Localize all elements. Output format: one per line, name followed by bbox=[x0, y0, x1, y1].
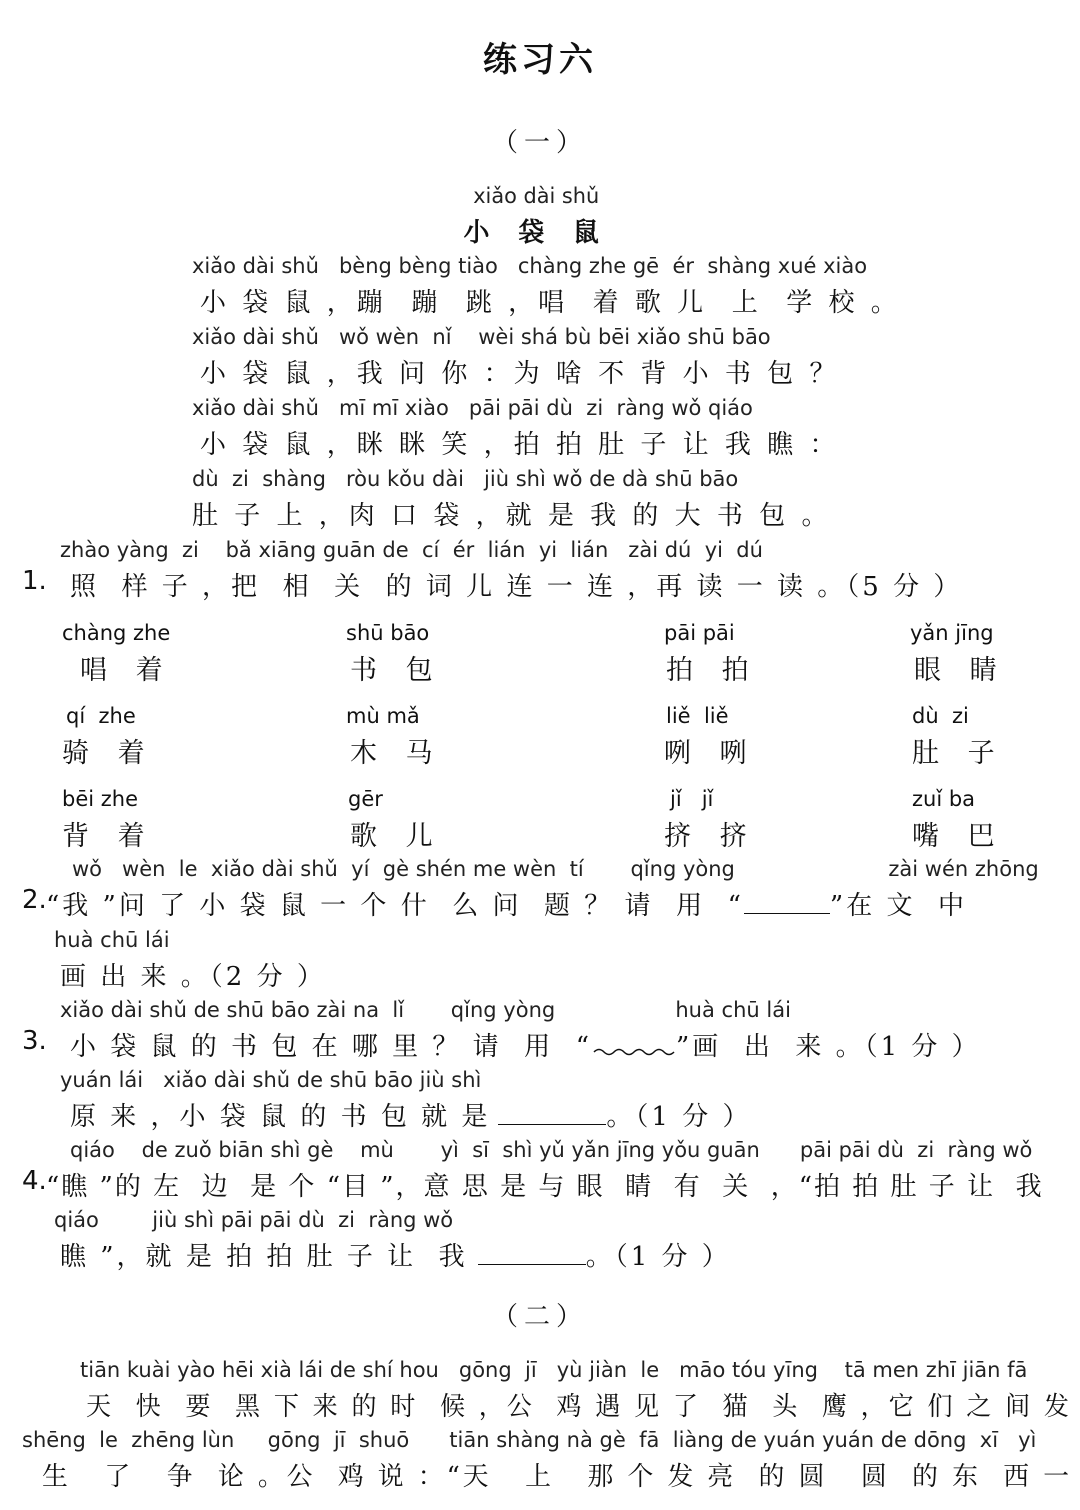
word-pinyin: gēr bbox=[348, 787, 383, 811]
q4-text-2-part1: 瞧 ”，就 是 拍 拍 肚 子 让 我 bbox=[60, 1242, 468, 1272]
poem-line-1: 小 袋 鼠 ，蹦 蹦 跳 ，唱 着 歌 儿 上 学 校 。 bbox=[200, 288, 901, 318]
story-line-2-pinyin: shēng le zhēng lùn gōng jī shuō tiān shàng nà gè fā liàng de yuán yuán de dōng xī yì bbox=[22, 1428, 1037, 1452]
q2-pinyin-2: huà chū lái bbox=[54, 928, 170, 952]
poem-line-2-pinyin: xiǎo dài shǔ wǒ wèn nǐ wèi shá bù bēi xiǎo shū bāo bbox=[192, 325, 771, 349]
q2-text-part1: “我 ”问 了 小 袋 鼠 一 个 什 么 问 题 ？ 请 用 “ bbox=[46, 891, 744, 921]
word-pinyin: zuǐ ba bbox=[912, 787, 976, 811]
q3-text-2 bbox=[70, 1096, 751, 1133]
poem-line-2: 小 袋 鼠 ，我 问 你 ：为 啥 不 背 小 书 包 ？ bbox=[200, 359, 840, 389]
poem-title: 小 袋 鼠 bbox=[463, 218, 609, 248]
word-pinyin: mù mǎ bbox=[346, 704, 420, 728]
word-pinyin: pāi pāi bbox=[664, 621, 735, 645]
q2-pinyin: wǒ wèn le xiǎo dài shǔ yí gè shén me wèn tí qǐng yòng zài wén zhōng bbox=[72, 857, 1039, 881]
q3-text-2-part1: 原 来 ，小 袋 鼠 的 书 包 就 是 bbox=[70, 1102, 491, 1132]
q4-pinyin-2: qiáo jiù shì pāi pāi dù zi ràng wǒ bbox=[54, 1208, 454, 1232]
q3-text-2-part2: 。（1 分 ） bbox=[606, 1102, 752, 1132]
word-option[interactable]: 歌 儿 bbox=[350, 821, 443, 852]
q3-text-part1: 小 袋 鼠 的 书 包 在 哪 里 ？ 请 用 “ bbox=[70, 1032, 592, 1062]
word-option[interactable]: 拍 拍 bbox=[666, 655, 759, 686]
word-pinyin: qí zhe bbox=[66, 704, 136, 728]
word-option[interactable]: 书 包 bbox=[350, 655, 443, 686]
q3-pinyin: xiǎo dài shǔ de shū bāo zài na lǐ qǐng yòng huà chū lái bbox=[60, 998, 791, 1022]
word-option[interactable]: 挤 挤 bbox=[664, 821, 757, 852]
section-heading-1: （一） bbox=[491, 128, 588, 158]
q2-number: 2. bbox=[22, 885, 47, 915]
q4-text: “瞧 ”的 左 边 是 个 “目 ”，意 思 是 与 眼 睛 有 关 ，“拍 拍 肚 子 让 我 bbox=[46, 1172, 1044, 1202]
page-title: 练习六 bbox=[483, 40, 597, 80]
q3-number: 3. bbox=[22, 1026, 47, 1056]
poem-line-3: 小 袋 鼠 ，眯 眯 笑 ，拍 拍 肚 子 让 我 瞧 ： bbox=[200, 430, 840, 460]
q2-text-2: 画 出 来 。（2 分 ） bbox=[60, 962, 326, 992]
q3-text-part2: ”画 出 来 。（1 分 ） bbox=[676, 1032, 981, 1062]
q1-pinyin: zhào yàng zi bǎ xiāng guān de cí ér lián yi lián zài dú yi dú bbox=[60, 538, 763, 562]
word-option[interactable]: 骑 着 bbox=[62, 738, 155, 769]
word-option[interactable]: 嘴 巴 bbox=[912, 821, 1005, 852]
q2-text-part2: ”在 文 中 bbox=[829, 891, 967, 921]
word-option[interactable]: 背 着 bbox=[62, 821, 155, 852]
word-option[interactable]: 眼 睛 bbox=[914, 655, 1007, 686]
q4-text-2 bbox=[60, 1236, 731, 1273]
story-line-1-pinyin: tiān kuài yào hēi xià lái de shí hou gōng jī yù jiàn le māo tóu yīng tā men zhī jiān fā bbox=[80, 1358, 1028, 1382]
story-line-1: 天 快 要 黑 下 来 的 时 候 ，公 鸡 遇 见 了 猫 头 鹰 ，它 们 之 间 发 bbox=[86, 1392, 1072, 1422]
straight-line-marker bbox=[744, 891, 830, 914]
q4-text-2-part2: 。（1 分 ） bbox=[585, 1242, 731, 1272]
q3-pinyin-2: yuán lái xiǎo dài shǔ de shū bāo jiù shì bbox=[60, 1068, 482, 1092]
word-pinyin: yǎn jīng bbox=[910, 621, 994, 645]
word-pinyin: liě liě bbox=[666, 704, 729, 728]
word-option[interactable]: 肚 子 bbox=[912, 738, 1005, 769]
q4-number: 4. bbox=[22, 1166, 47, 1196]
word-option[interactable]: 咧 咧 bbox=[664, 738, 757, 769]
answer-blank[interactable] bbox=[498, 1102, 606, 1125]
word-pinyin: chàng zhe bbox=[62, 621, 171, 645]
q2-text bbox=[46, 885, 967, 922]
word-pinyin: shū bāo bbox=[346, 621, 430, 645]
poem-line-3-pinyin: xiǎo dài shǔ mī mī xiào pāi pāi dù zi ràng wǒ qiáo bbox=[192, 396, 753, 420]
q4-pinyin: qiáo de zuǒ biān shì gè mù yì sī shì yǔ yǎn jīng yǒu guān pāi pāi dù zi ràng wǒ bbox=[70, 1138, 1033, 1162]
answer-blank[interactable] bbox=[478, 1242, 586, 1265]
story-line-2: 生 了 争 论 。公 鸡 说 ：“天 上 那 个 发 亮 的 圆 圆 的 东 西 一 bbox=[42, 1462, 1073, 1492]
q1-text: 照 样 子 ，把 相 关 的 词 儿 连 一 连 ，再 读 一 读 。（5 分 ） bbox=[70, 572, 963, 602]
poem-line-4-pinyin: dù zi shàng ròu kǒu dài jiù shì wǒ de dà shū bāo bbox=[192, 467, 739, 491]
word-pinyin: dù zi bbox=[912, 704, 969, 728]
q1-number: 1. bbox=[22, 566, 47, 596]
wavy-line-marker bbox=[592, 1036, 676, 1060]
poem-title-pinyin: xiǎo dài shǔ bbox=[473, 184, 600, 208]
section-heading-2: （二） bbox=[491, 1302, 588, 1332]
word-option[interactable]: 木 马 bbox=[350, 738, 443, 769]
poem-line-4: 肚 子 上 ，肉 口 袋 ，就 是 我 的 大 书 包 。 bbox=[192, 501, 832, 531]
poem-line-1-pinyin: xiǎo dài shǔ bèng bèng tiào chàng zhe gē ér shàng xué xiào bbox=[192, 254, 868, 278]
word-pinyin: jǐ jǐ bbox=[670, 787, 714, 811]
q3-text bbox=[70, 1026, 981, 1063]
word-option[interactable]: 唱 着 bbox=[80, 655, 173, 686]
word-pinyin: bēi zhe bbox=[62, 787, 139, 811]
